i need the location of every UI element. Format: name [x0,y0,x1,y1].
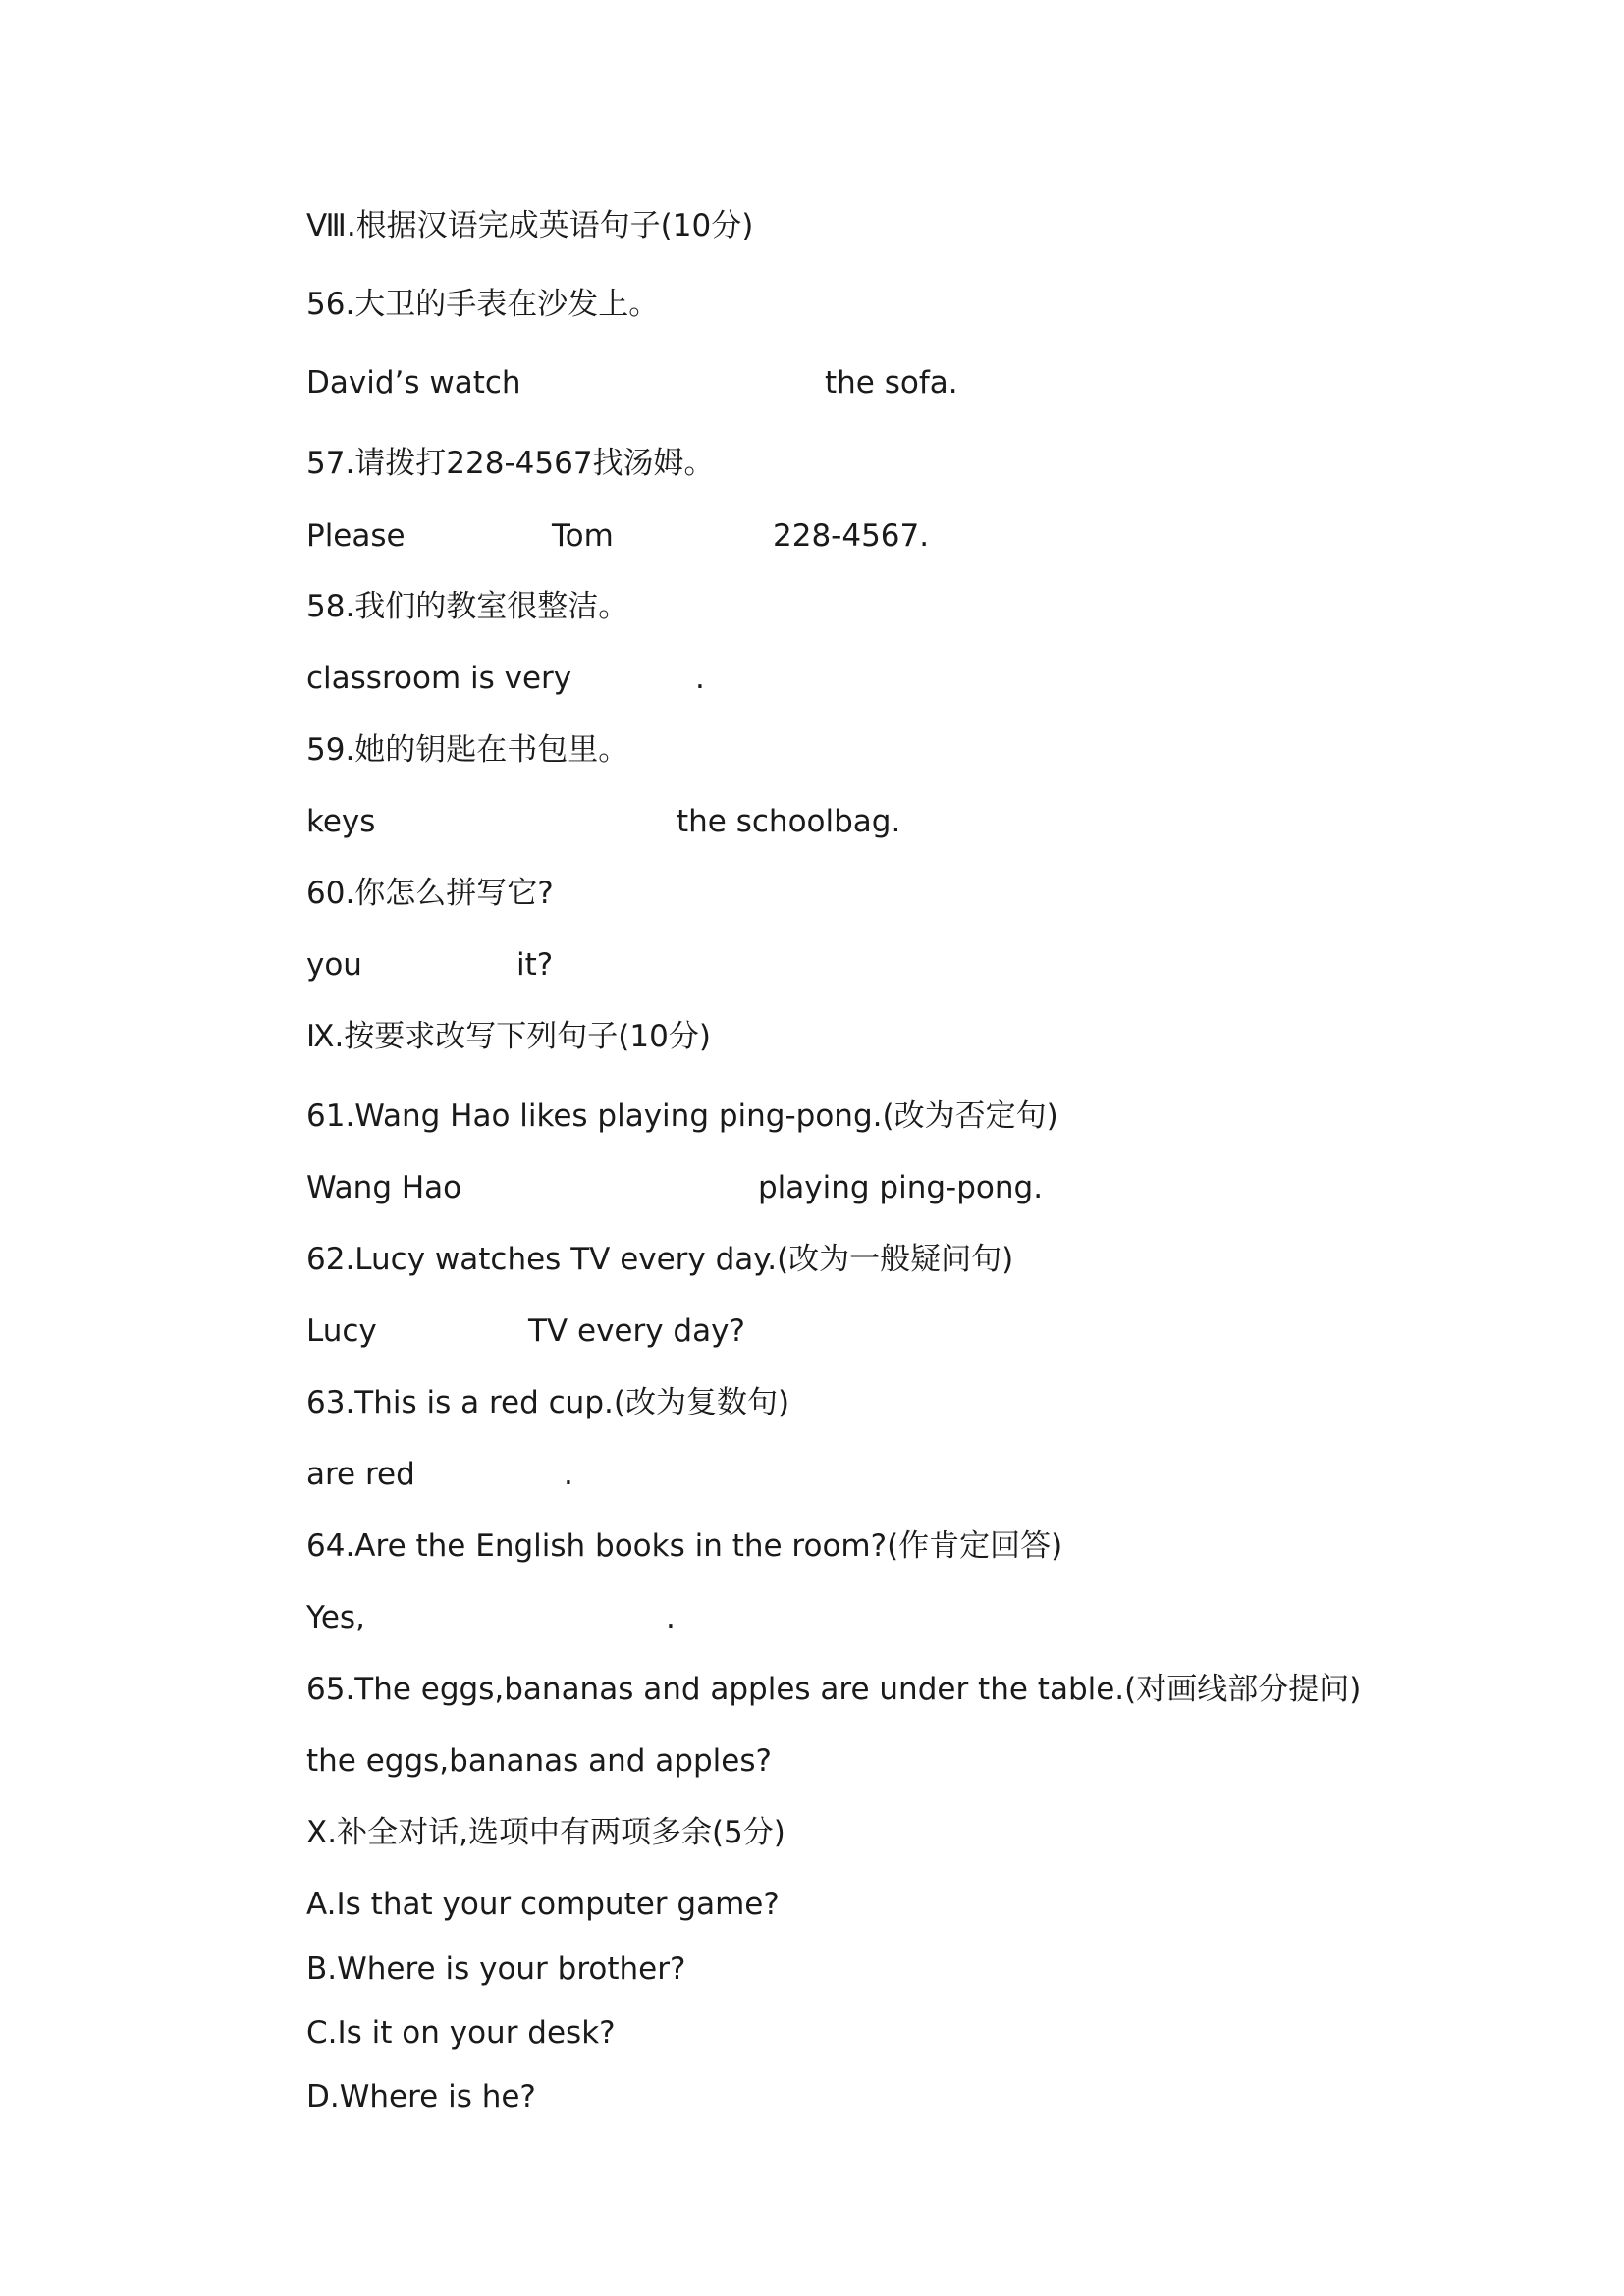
option-b: B.Where is your brother? [306,1951,686,1987]
answer-text: the sofa. [825,365,958,400]
answer-text: classroom is very [306,661,572,696]
question-59-prompt: 59.她的钥匙在书包里。 [306,732,629,768]
answer-text: Yes, [306,1600,365,1635]
answer-text: Wang Hao [306,1170,462,1205]
answer-text: the schoolbag. [677,804,901,839]
option-a: A.Is that your computer game? [306,1887,780,1922]
answer-text: Tom [552,518,614,554]
answer-text: . [695,661,705,696]
section-8-heading: Ⅷ.根据汉语完成英语句子(10分) [306,208,754,243]
question-61-prompt: 61.Wang Hao likes playing ping-pong.(改为否定句) [306,1098,1058,1134]
question-63-prompt: 63.This is a red cup.(改为复数句) [306,1385,790,1420]
section-10-heading: Ⅹ.补全对话,选项中有两项多余(5分) [306,1815,785,1850]
answer-text: David’s watch [306,365,521,400]
answer-text: are red [306,1457,415,1492]
answer-text: . [666,1600,676,1635]
question-62-prompt: 62.Lucy watches TV every day.(改为一般疑问句) [306,1242,1014,1277]
question-58-prompt: 58.我们的教室很整洁。 [306,589,629,624]
answer-text: . [564,1457,573,1492]
answer-text: Lucy [306,1313,377,1349]
question-65-prompt: 65.The eggs,bananas and apples are under the table.(对画线部分提问) [306,1672,1362,1707]
answer-text: TV every day? [528,1313,745,1349]
answer-text: it? [516,947,554,983]
answer-text: keys [306,804,376,839]
answer-text: the eggs,bananas and apples? [306,1743,772,1779]
question-56-prompt: 56.大卫的手表在沙发上。 [306,287,660,322]
answer-text: Please [306,518,406,554]
question-60-prompt: 60.你怎么拼写它? [306,876,554,911]
question-57-prompt: 57.请拨打228-4567找汤姆。 [306,446,715,481]
option-c: C.Is it on your desk? [306,2015,616,2051]
answer-text: you [306,947,362,983]
section-9-heading: Ⅸ.按要求改写下列句子(10分) [306,1019,711,1054]
answer-text: playing ping-pong. [758,1170,1044,1205]
option-d: D.Where is he? [306,2079,536,2114]
question-64-prompt: 64.Are the English books in the room?(作肯定回答) [306,1528,1063,1564]
answer-text: 228-4567. [773,518,930,554]
